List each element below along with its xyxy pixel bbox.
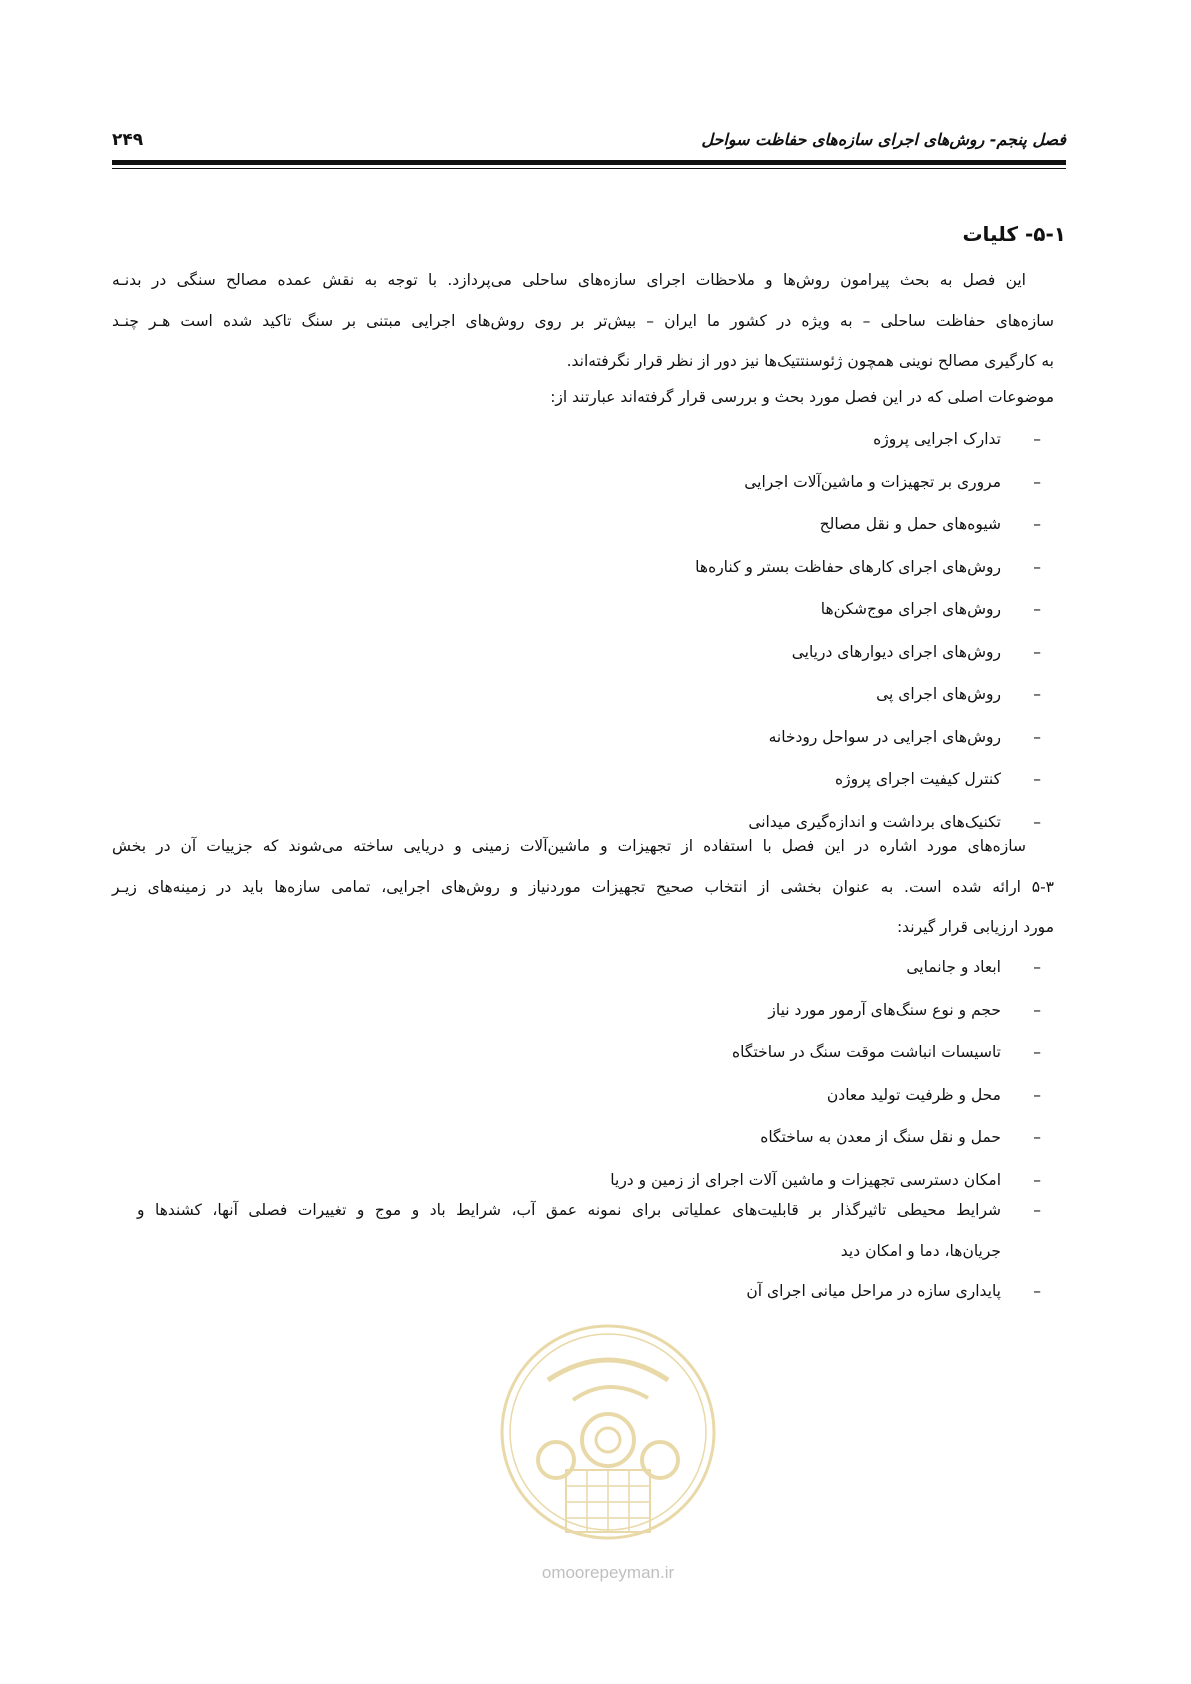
- list-item: – شرایط محیطی تاثیرگذار بر قابلیت‌های عملیاتی برای نمونه عمق آب، شرایط باد و موج و تغییرات فصلی آنها، کشندها و جریان‌ها، دما و امکان دید: [137, 1190, 1041, 1272]
- list-item: – تدارک اجرایی پروژه: [873, 430, 1041, 448]
- list-item-line: جریان‌ها، دما و امکان دید: [840, 1242, 1001, 1260]
- list-item: – تکنیک‌های برداشت و اندازه‌گیری میدانی: [748, 812, 1041, 831]
- paragraph-line: سازه‌های مورد اشاره در این فصل با استفاده از تجهیزات و ماشین‌آلات زمینی و دریایی ساخته می‌شوند که جزییات آن در بخش: [112, 837, 1026, 855]
- paragraph-line: ۵-۳ ارائه شده است. به عنوان بخشی از انتخاب صحیح تجهیزات موردنیاز و روش‌های اجرایی، تمامی سازه‌ها باید در زمینه‌های زیـر: [112, 877, 1054, 896]
- running-header: [112, 126, 1066, 156]
- list-item: – ابعاد و جانمایی: [906, 958, 1041, 976]
- paragraph-line: سازه‌های حفاظت ساحلی – به ویژه در کشور ما ایران – بیش‌تر بر روی روش‌های اجرایی مبتنی بر سنگ تاکید شده است هـر چنـد: [112, 311, 1054, 330]
- list-item: – کنترل کیفیت اجرای پروژه: [835, 770, 1041, 788]
- paragraph-line: به کارگیری مصالح نوینی همچون ژئوسنتتیک‌ها نیز دور از نظر قرار نگرفته‌اند.: [566, 352, 1054, 370]
- list-intro: موضوعات اصلی که در این فصل مورد بحث و بررسی قرار گرفته‌اند عبارتند از:: [550, 388, 1054, 406]
- watermark-url: omoorepeyman.ir: [541, 1563, 675, 1582]
- list-item: – مروری بر تجهیزات و ماشین‌آلات اجرایی: [744, 472, 1041, 491]
- list-item: – روش‌های اجرای کارهای حفاظت بستر و کناره‌ها: [695, 557, 1041, 576]
- header-rule-thick: [112, 160, 1066, 165]
- header-rule-thin: [112, 168, 1066, 169]
- paragraph-line: مورد ارزیابی قرار گیرند:: [896, 918, 1054, 936]
- paragraph-intro: [112, 260, 1054, 382]
- list-item: – حمل و نقل سنگ از معدن به ساختگاه: [760, 1128, 1041, 1146]
- chapter-title: فصل پنجم- روش‌های اجرای سازه‌های حفاظت سواحل: [701, 130, 1066, 149]
- list-item: – روش‌های اجرایی در سواحل رودخانه: [768, 727, 1041, 746]
- page-number: ۲۴۹: [112, 130, 144, 150]
- list-item: – روش‌های اجرای دیوارهای دریایی: [791, 642, 1041, 661]
- list-item: – شیوه‌های حمل و نقل مصالح: [819, 515, 1041, 533]
- assessment-list: [610, 946, 1041, 1201]
- assessment-list-end: [746, 1270, 1041, 1313]
- paragraph-structures: [112, 826, 1054, 948]
- list-item: – محل و ظرفیت تولید معادن: [826, 1085, 1041, 1104]
- watermark-seal-icon: [488, 1320, 728, 1550]
- list-item: – تاسیسات انباشت موقت سنگ در ساختگاه: [732, 1043, 1041, 1061]
- topics-list: [695, 418, 1041, 843]
- list-item: – امکان دسترسی تجهیزات و ماشین آلات اجرای از زمین و دریا: [610, 1170, 1041, 1189]
- list-item: – روش‌های اجرای پی: [876, 685, 1041, 703]
- list-item: – حجم و نوع سنگ‌های آرمور مورد نیاز: [768, 1000, 1041, 1019]
- list-item: – پایداری سازه در مراحل میانی اجرای آن: [746, 1282, 1041, 1300]
- paragraph-line: این فصل به بحث پیرامون روش‌ها و ملاحظات اجرای سازه‌های ساحلی می‌پردازد. با توجه به نقش عمده مصالح سنگی در بدنـه: [112, 271, 1026, 289]
- list-item-line: شرایط محیطی تاثیرگذار بر قابلیت‌های عملیاتی برای نمونه عمق آب، شرایط باد و موج و تغییرات فصلی آنها، کشندها و: [137, 1201, 1001, 1219]
- list-item: – روش‌های اجرای موج‌شکن‌ها: [820, 600, 1041, 618]
- section-heading: ۵-۱- کلیات: [962, 222, 1066, 246]
